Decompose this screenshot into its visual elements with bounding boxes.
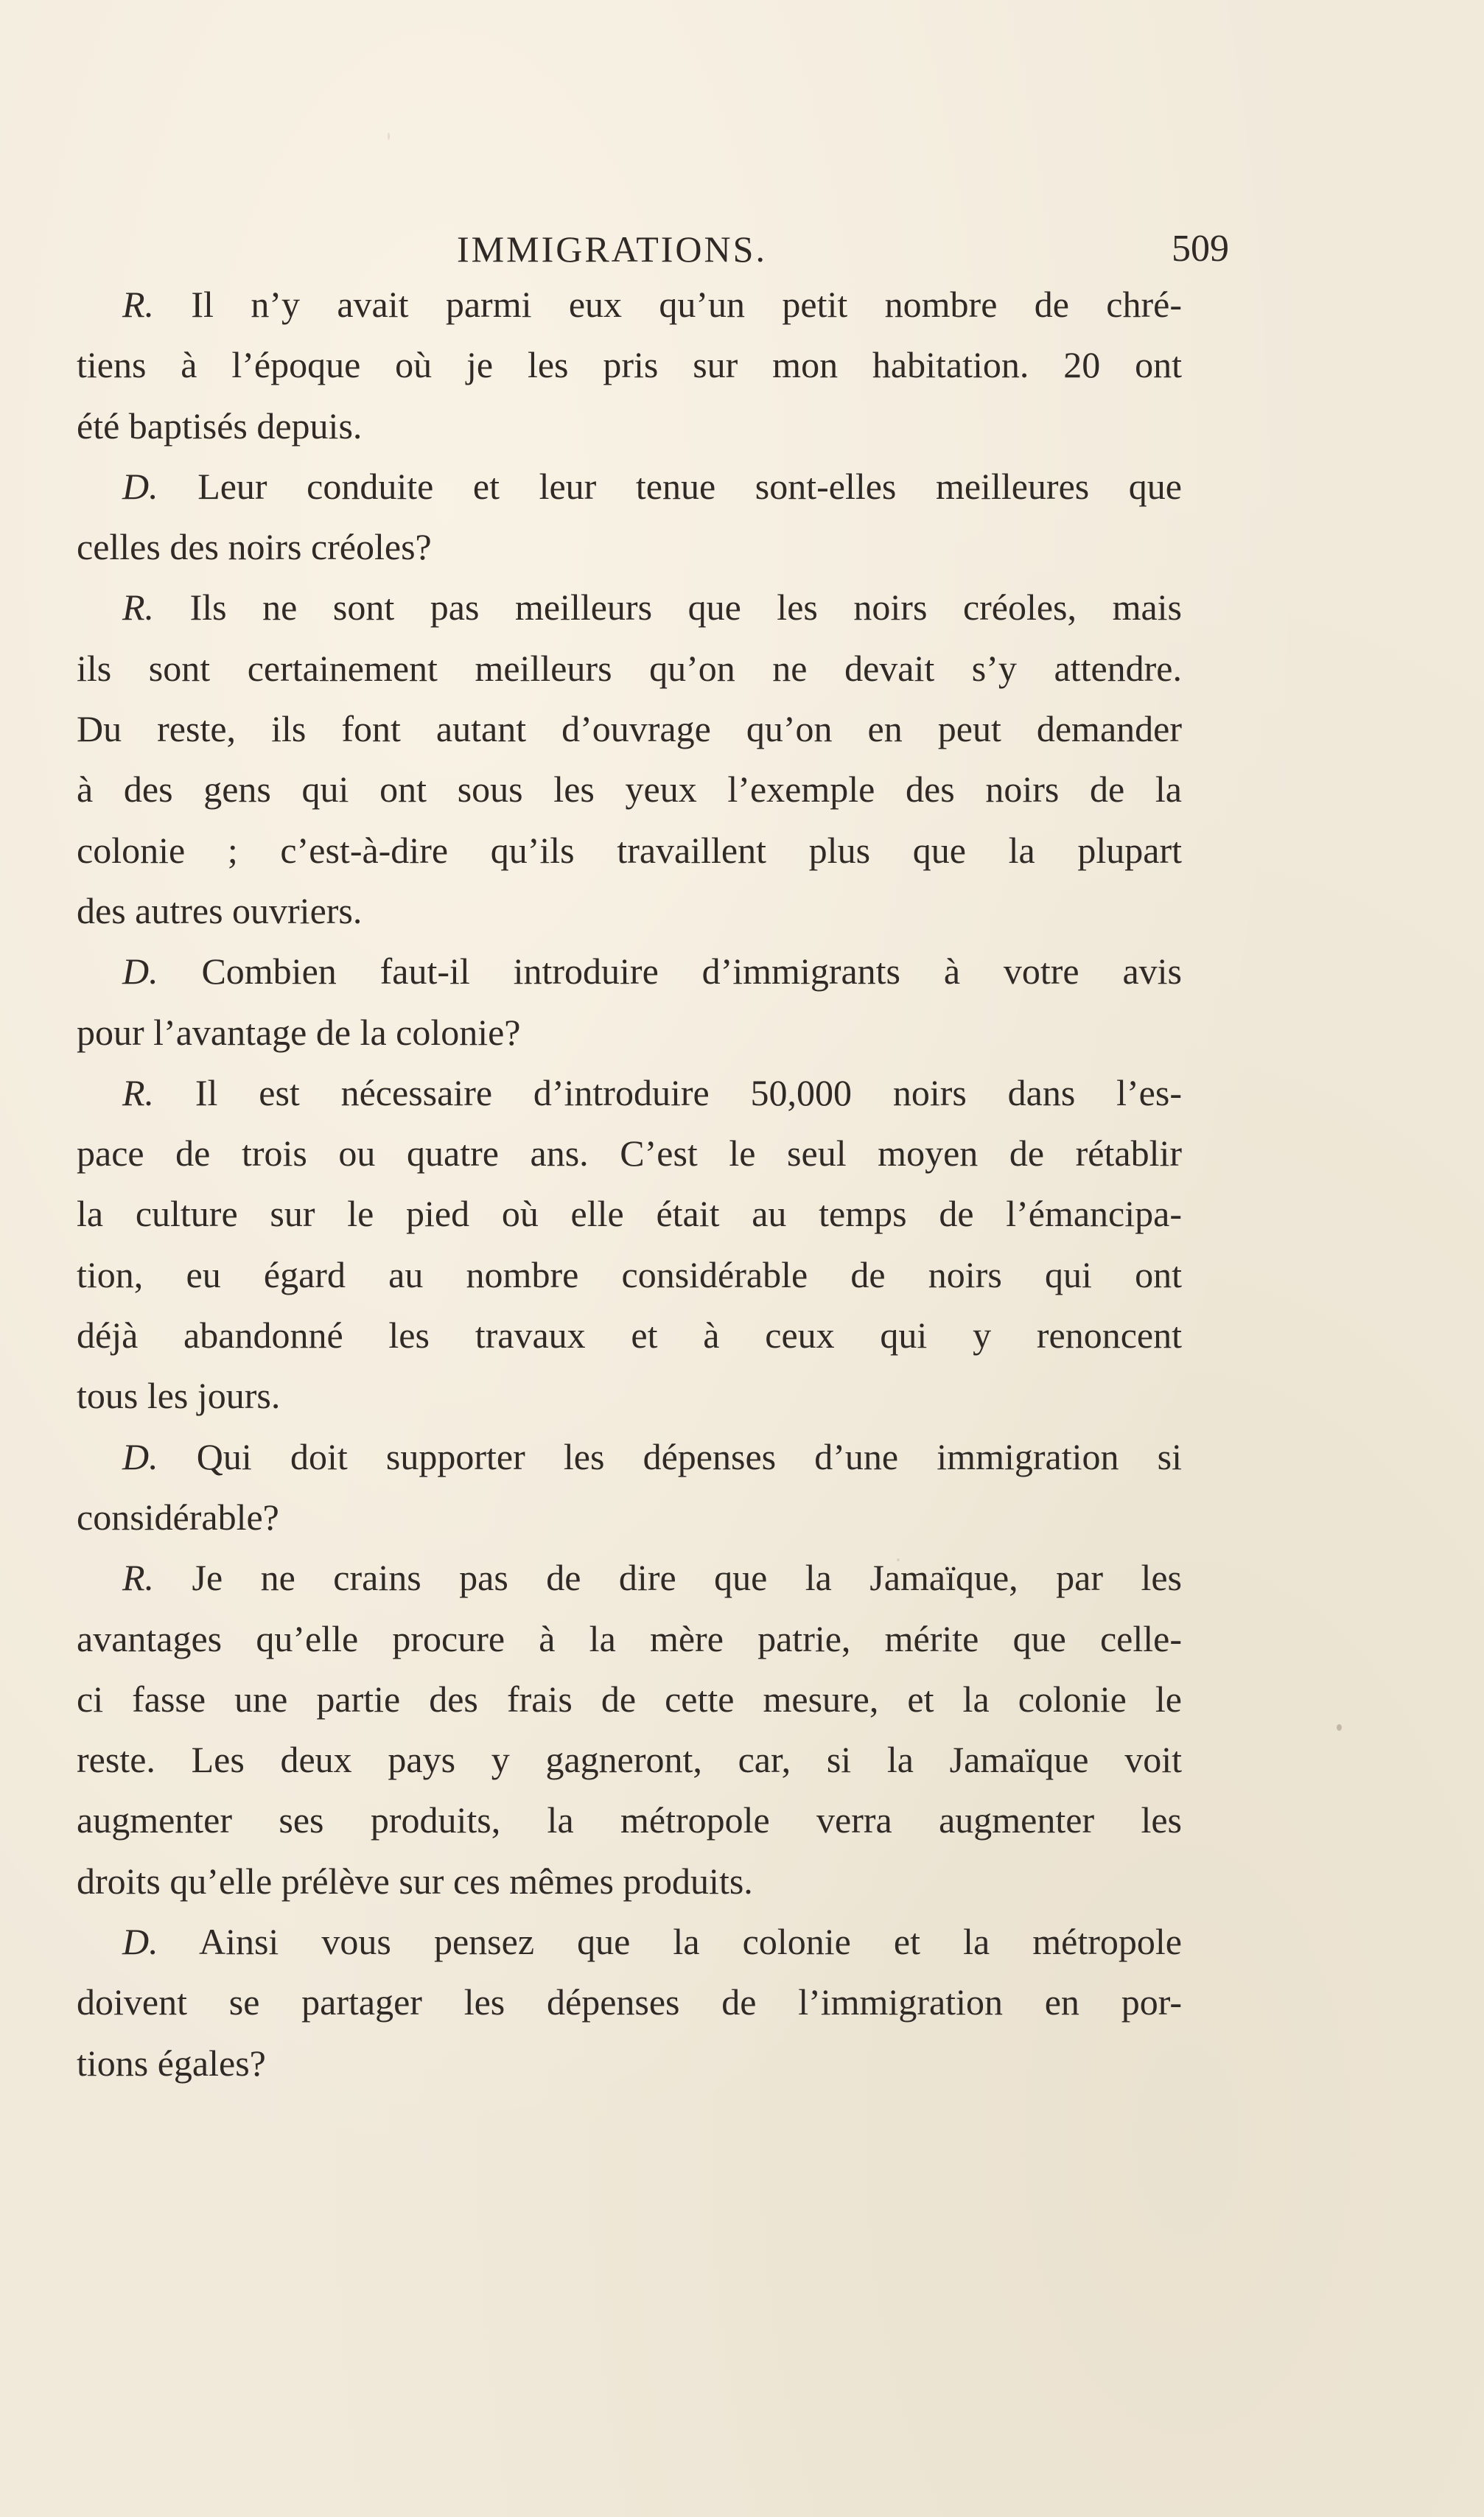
text-line: D. Ainsi vous pensez que la colonie et la métropole bbox=[122, 1921, 1182, 1963]
text-line: ils sont certainement meilleurs qu’on ne devait s’y attendre. bbox=[77, 647, 1182, 689]
text-line: des autres ouvriers. bbox=[77, 889, 363, 931]
text-line: été baptisés depuis. bbox=[77, 405, 363, 447]
speaker-label: D. bbox=[122, 465, 158, 507]
text-line: doivent se partager les dépenses de l’immigration en por- bbox=[77, 1981, 1182, 2023]
running-title: IMMIGRATIONS. bbox=[457, 228, 767, 270]
speaker-label: D. bbox=[122, 951, 158, 993]
text-line: la culture sur le pied où elle était au temps de l’émancipa- bbox=[77, 1193, 1182, 1235]
paper-speck bbox=[388, 133, 390, 140]
text-line: considérable? bbox=[77, 1496, 279, 1538]
text-line: ci fasse une partie des frais de cette mesure, et la colonie le bbox=[77, 1678, 1182, 1720]
text-line: D. Leur conduite et leur tenue sont-elles meilleures que bbox=[122, 465, 1182, 507]
text-line: tion, eu égard au nombre considérable de noirs qui ont bbox=[77, 1253, 1182, 1295]
text-line: celles des noirs créoles? bbox=[77, 526, 432, 568]
text-line: pace de trois ou quatre ans. C’est le seul moyen de rétablir bbox=[77, 1133, 1182, 1175]
text-line: R. Il est nécessaire d’introduire 50,000 noirs dans l’es- bbox=[122, 1071, 1182, 1113]
text-line: Du reste, ils font autant d’ouvrage qu’on en peut demander bbox=[77, 708, 1182, 750]
text-line: D. Qui doit supporter les dépenses d’une immigration si bbox=[122, 1435, 1182, 1477]
text-line: tiens à l’époque où je les pris sur mon habitation. 20 ont bbox=[77, 344, 1182, 386]
text-line: colonie ; c’est-à-dire qu’ils travaillent plus que la plupart bbox=[77, 829, 1182, 871]
text-line: D. Combien faut-il introduire d’immigrants à votre avis bbox=[122, 951, 1182, 993]
speaker-label: D. bbox=[122, 1435, 158, 1477]
text-line: augmenter ses produits, la métropole verra augmenter les bbox=[77, 1799, 1182, 1841]
text-line: R. Ils ne sont pas meilleurs que les noirs créoles, mais bbox=[122, 587, 1182, 629]
text-line: déjà abandonné les travaux et à ceux qui y renoncent bbox=[77, 1314, 1182, 1356]
text-line: avantages qu’elle procure à la mère patrie, mérite que celle- bbox=[77, 1617, 1182, 1659]
speaker-label: R. bbox=[122, 284, 155, 325]
text-line: pour l’avantage de la colonie? bbox=[77, 1011, 521, 1053]
speaker-label: R. bbox=[122, 1071, 155, 1113]
text-line: tous les jours. bbox=[77, 1375, 281, 1417]
body-text bbox=[77, 274, 1182, 2093]
paper-speck bbox=[1337, 1724, 1342, 1731]
speaker-label: R. bbox=[122, 1557, 155, 1599]
speaker-label: D. bbox=[122, 1921, 158, 1963]
text-line: reste. Les deux pays y gagneront, car, si la Jamaïque voit bbox=[77, 1739, 1182, 1781]
page-header bbox=[77, 220, 1229, 279]
text-line: droits qu’elle prélève sur ces mêmes produits. bbox=[77, 1860, 753, 1902]
paper-speck bbox=[897, 1558, 900, 1561]
text-line: à des gens qui ont sous les yeux l’exemple des noirs de la bbox=[77, 769, 1182, 811]
text-line: tions égales? bbox=[77, 2042, 266, 2084]
text-line: R. Il n’y avait parmi eux qu’un petit nombre de chré- bbox=[122, 284, 1182, 325]
text-line: R. Je ne crains pas de dire que la Jamaïque, par les bbox=[122, 1557, 1182, 1599]
page-number: 509 bbox=[1172, 228, 1229, 270]
speaker-label: R. bbox=[122, 587, 155, 629]
